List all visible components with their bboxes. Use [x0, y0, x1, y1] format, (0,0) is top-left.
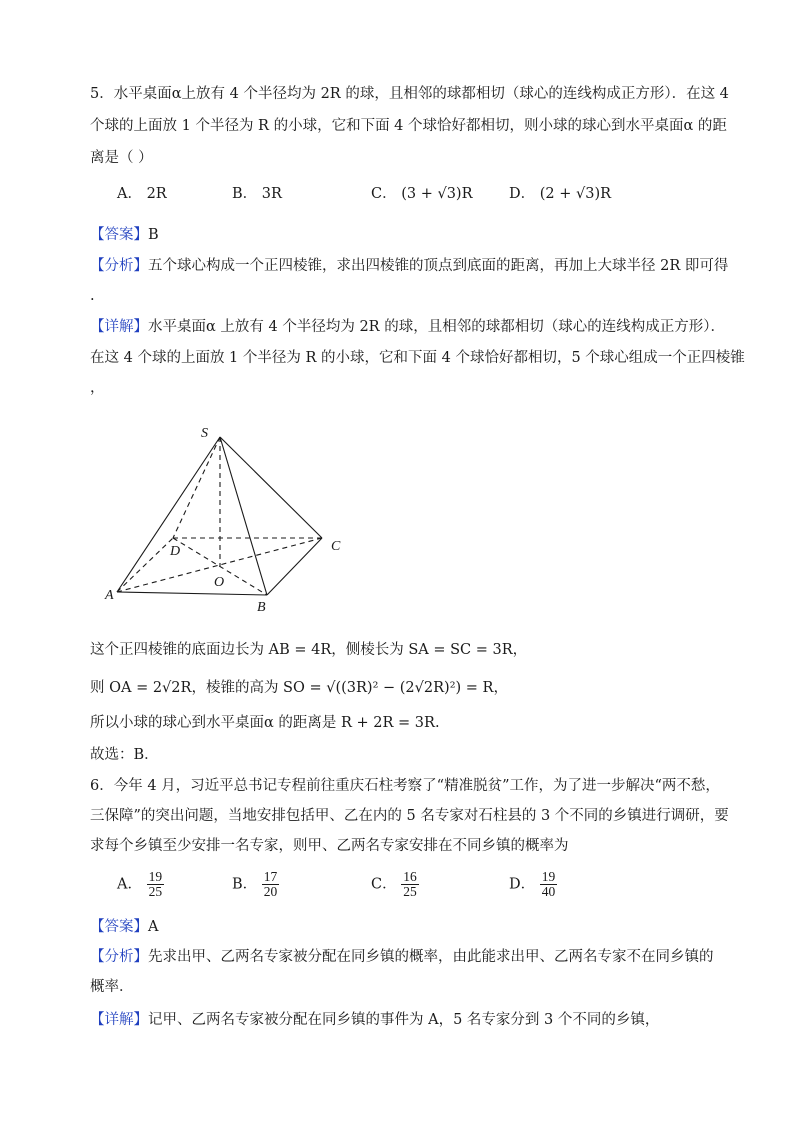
- q5-answer: [90, 225, 159, 245]
- detail-label: 【详解】: [90, 1012, 148, 1028]
- q5-option-d: D． (2 + √3)R: [509, 186, 612, 202]
- fraction-denominator: 25: [148, 884, 163, 899]
- q5-stem-line3: 离是（ ）: [90, 150, 153, 166]
- q6-stem-line3: 求每个乡镇至少安排一名专家，则甲、乙两名专家安排在不同乡镇的概率为: [90, 838, 569, 854]
- analysis-label: 【分析】: [90, 258, 148, 274]
- option-fraction: [147, 870, 165, 899]
- q6-option-a: [117, 870, 164, 899]
- q6-option-b: [232, 870, 279, 899]
- q6-detail: [90, 1010, 659, 1030]
- answer-label: 【答案】: [90, 919, 148, 935]
- q5-detail: [90, 317, 725, 337]
- edge-ab: [117, 592, 267, 595]
- q5-stem-line1: 5．水平桌面α上放有 4 个半径均为 2R 的球，且相邻的球都相切（球心的连线构成正方形）．在这 4: [90, 86, 729, 102]
- option-letter: A．: [117, 876, 142, 893]
- q5-option-a: A． 2R: [117, 186, 167, 202]
- pyramid-figure: [100, 420, 360, 620]
- answer-label: 【答案】: [90, 227, 148, 243]
- q5-option-b: B． 3R: [232, 186, 282, 202]
- label-o: O: [214, 575, 225, 590]
- analysis-line1: 先求出甲、乙两名专家被分配在同乡镇的概率，由此能求出甲、乙两名专家不在同乡镇的: [148, 949, 714, 965]
- q5-detail-line2: 在这 4 个球的上面放 1 个半径为 R 的小球，它和下面 4 个球恰好都相切，5 个球心组成一个正四棱锥: [90, 350, 745, 366]
- detail-line1: 水平桌面α 上放有 4 个半径均为 2R 的球，且相邻的球都相切（球心的连线构成正方形）．: [148, 319, 725, 335]
- fraction-denominator: 25: [403, 884, 417, 899]
- q6-answer: [90, 917, 158, 937]
- fraction-numerator: 16: [403, 869, 417, 884]
- option-fraction: [540, 870, 558, 899]
- option-fraction: [262, 870, 280, 899]
- q5-choice: 故选：B．: [90, 747, 159, 763]
- fraction-numerator: 19: [148, 869, 163, 884]
- q6-option-d: [509, 870, 557, 899]
- analysis-label: 【分析】: [90, 949, 148, 965]
- detail-line1: 记甲、乙两名专家被分配在同乡镇的事件为 A，5 名专家分到 3 个不同的乡镇，: [148, 1012, 660, 1028]
- label-s: S: [201, 426, 208, 441]
- answer-value: A: [148, 919, 159, 935]
- option-letter: D．: [509, 876, 536, 893]
- q5-detail-line3: ，: [90, 380, 105, 396]
- fraction-numerator: 17: [263, 869, 278, 884]
- q6-option-c: [371, 870, 419, 899]
- q6-analysis-line2: 概率．: [90, 979, 134, 995]
- label-b: B: [257, 600, 266, 615]
- label-d: D: [170, 544, 181, 559]
- analysis-text: 五个球心构成一个正四棱锥，求出四棱锥的顶点到底面的距离，再加上大球半径 2R 即可得: [148, 258, 729, 274]
- q6-analysis: [90, 947, 714, 967]
- option-letter: C．: [371, 876, 397, 893]
- label-a: A: [105, 588, 114, 603]
- q6-stem-line2: 三保障”的突出问题，当地安排包括甲、乙在内的 5 名专家对石柱县的 3 个不同的乡镇进行调研，要: [90, 808, 729, 824]
- fraction-denominator: 40: [541, 884, 556, 899]
- fraction-numerator: 19: [541, 869, 556, 884]
- edge-bc: [267, 538, 322, 595]
- q6-stem-line1: 6．今年 4 月，习近平总书记专程前往重庆石柱考察了“精准脱贫”工作，为了进一步解决“两不愁，: [90, 778, 720, 794]
- option-fraction: [401, 870, 419, 899]
- q5-analysis: [90, 256, 728, 276]
- q5-analysis-tail: .: [90, 288, 95, 304]
- fraction-denominator: 20: [263, 884, 278, 899]
- detail-label: 【详解】: [90, 319, 148, 335]
- q5-calc-line3: 所以小球的球心到水平桌面α 的距离是 R + 2R = 3R.: [90, 715, 440, 731]
- answer-value: B: [148, 227, 159, 243]
- q5-stem-line2: 个球的上面放 1 个半径为 R 的小球，它和下面 4 个球恰好都相切，则小球的球心到水平桌面α 的距: [90, 118, 727, 134]
- q5-calc-line2: 则 OA = 2√2R，棱锥的高为 SO = √((3R)² − (2√2R)²) = R，: [90, 680, 508, 696]
- q5-calc-line1: 这个正四棱锥的底面边长为 AB = 4R，侧棱长为 SA = SC = 3R，: [90, 642, 528, 658]
- label-c: C: [331, 539, 341, 554]
- edge-ad: [117, 538, 173, 592]
- option-letter: B．: [232, 876, 258, 893]
- edge-sd: [173, 437, 220, 538]
- q5-option-c: C． (3 + √3)R: [371, 186, 473, 202]
